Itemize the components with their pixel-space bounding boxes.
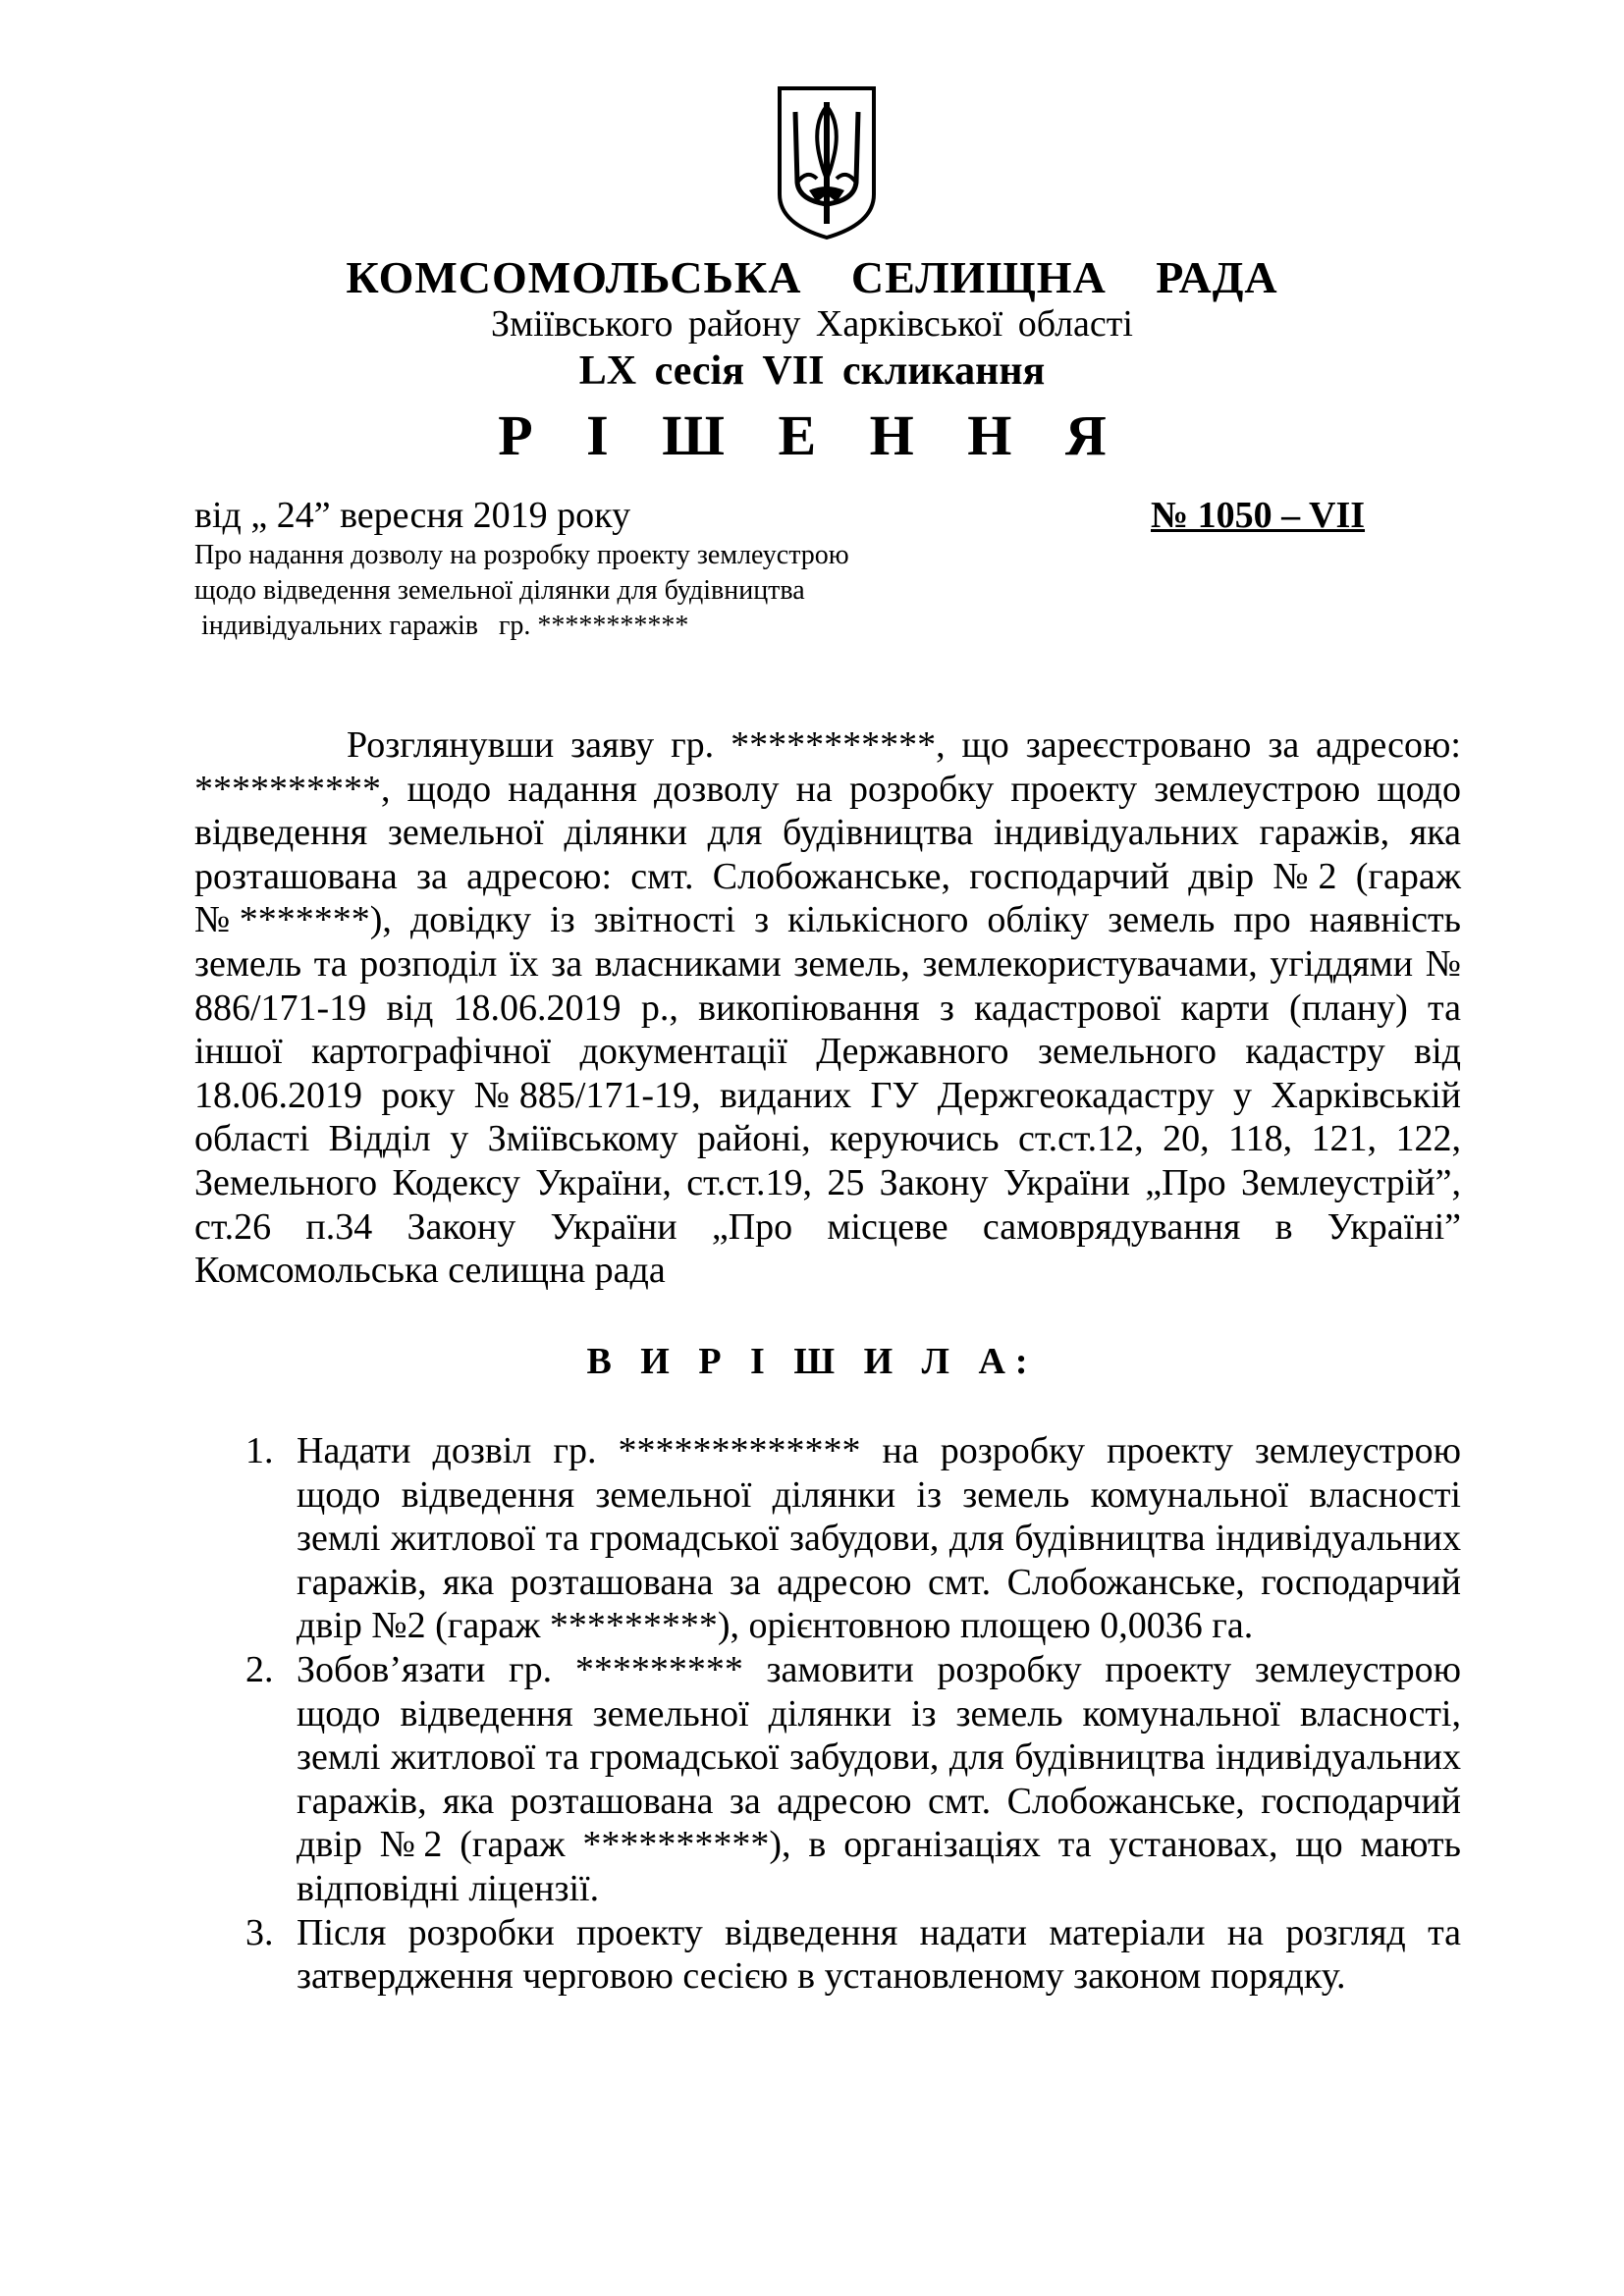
document-type-title: Р І Ш Е Н Н Я — [498, 403, 1126, 467]
preamble-paragraph: Розглянувши заяву гр. ***********, що зареєстровано за адресою: **********, щодо надання дозволу на розробку проекту землеустрою щодо відведення земельної ділянки для будівництва індивідуальних гаражів, яка розташована за адресою: смт. Слобожанське, господарчий двір №2 (гараж №*******), довідку із звітності з кількісного обліку земель про наявність земель та розподіл їх за власниками земель, землекористувачами, угіддями № 886/171-19 від 18.06.2019 р., викопіювання з кадастрової карти (плану) та іншої картографічної документації Державного земельного кадастру від 18.06.2019 року №885/171-19, виданих ГУ Держгеокадастру у Харківській області Відділ у Зміївському районі, керуючись ст.ст.12, 20, 118, 121, 122, Земельного Кодексу України, ст.ст.19, 25 Закону України „Про Землеустрій”, ст.26 п.34 Закону України „Про місцеве самоврядування в Україні” Комсомольська селищна рада — [194, 724, 1461, 1292]
subject-line: щодо відведення земельної ділянки для будівництва — [194, 575, 805, 606]
session-line: LX сесія VII скликання — [578, 348, 1046, 394]
item-number: 1. — [245, 1430, 274, 1471]
list-item — [245, 1648, 1461, 1911]
list-item — [245, 1911, 1461, 1999]
list-item — [245, 1429, 1461, 1648]
item-text: Надати дозвіл гр. ************* на розробку проекту землеустрою щодо відведення земельної ділянки із земель комунальної власності землі житлової та громадської забудови, для будівництва індивідуальних гаражів, яка розташована за адресою смт. Слобожанське, господарчий двір №2 (гараж *********), орієнтовною площею 0,0036 га. — [297, 1430, 1461, 1647]
subject-line: індивідуальних гаражів гр. *********** — [194, 611, 689, 641]
subject-block — [194, 538, 941, 644]
item-text: Зобов’язати гр. ********* замовити розробку проекту землеустрою щодо відведення земельної ділянки із земель комунальної власності, землі житлової та громадської забудови, для будівництва індивідуальних гаражів, яка розташована за адресою смт. Слобожанське, господарчий двір №2 (гараж **********), в організаціях та установах, що мають відповідні ліцензії. — [297, 1648, 1461, 1909]
decision-items-list — [245, 1429, 1461, 1999]
item-number: 2. — [245, 1648, 274, 1690]
item-number: 3. — [245, 1911, 274, 1953]
decided-heading: В И Р І Ш И Л А: — [586, 1341, 1038, 1382]
item-text: Після розробки проекту відведення надати матеріали на розгляд та затвердження черговою сесією в установленому законом порядку. — [297, 1911, 1461, 1998]
trident-coat-of-arms-icon — [774, 84, 880, 241]
decision-number: № 1050 – VII — [1151, 495, 1366, 536]
subject-line: Про надання дозволу на розробку проекту землеустрою — [194, 540, 849, 570]
council-name: КОМСОМОЛЬСЬКА СЕЛИЩНА РАДА — [346, 252, 1278, 302]
district-line: Зміївського району Харківської області — [491, 303, 1133, 345]
decision-date: від „ 24” вересня 2019 року — [194, 495, 631, 536]
